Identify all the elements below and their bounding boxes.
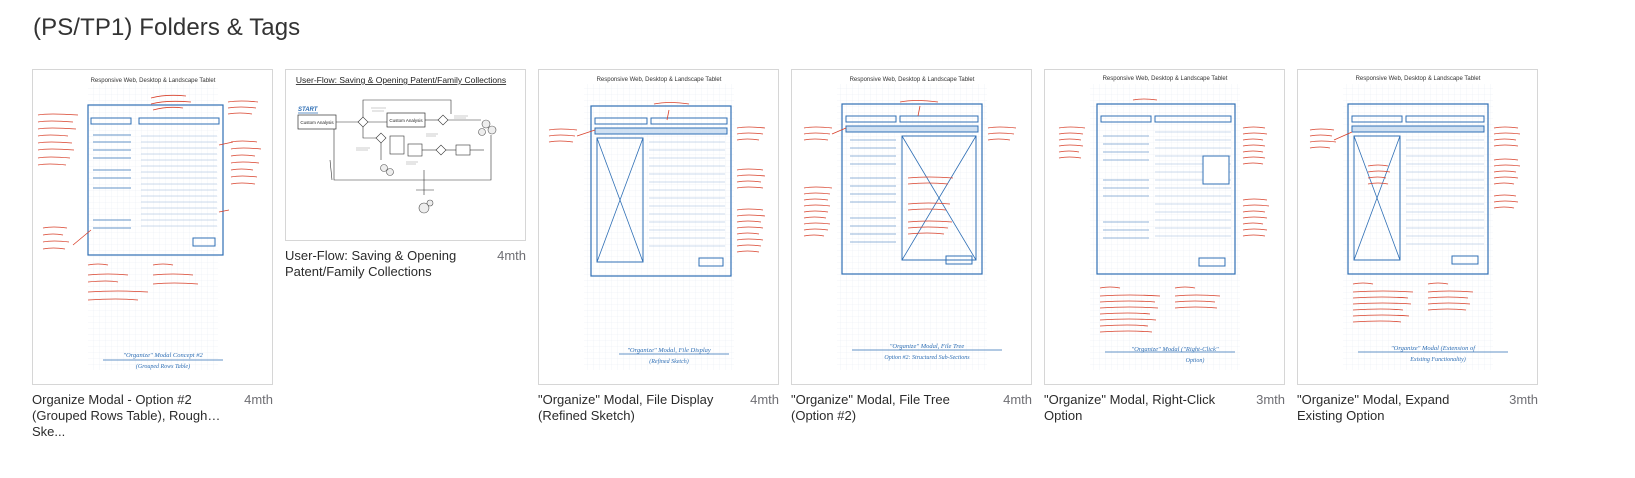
sheet-footer-note: "Organize" Modal Concept #2	[123, 352, 203, 359]
sheet-footer-note-2: Option #2: Structured Sub-Sections	[884, 355, 970, 361]
sheet-header: Responsive Web, Desktop & Landscape Tablet	[1355, 76, 1481, 82]
sketch-wireframe-image	[539, 70, 778, 384]
sheet-footer-note-2: Existing Functionality)	[1410, 357, 1466, 363]
card-title[interactable]: "Organize" Modal, File Tree (Option #2)	[791, 392, 950, 423]
sheet-footer-note: "Organize" Modal, File Tree	[889, 343, 965, 350]
card-thumbnail[interactable]	[538, 69, 779, 385]
card-title[interactable]: User-Flow: Saving & Opening Patent/Family Collections	[285, 248, 457, 279]
board-card-file-display[interactable]	[538, 69, 779, 424]
sheet-header: Responsive Web, Desktop & Landscape Tablet	[596, 77, 722, 83]
sheet-header: Responsive Web, Desktop & Landscape Tablet	[1102, 76, 1228, 82]
diagram-start-label: START	[298, 107, 318, 113]
board-card-expand-existing-option[interactable]	[1297, 69, 1538, 424]
card-title[interactable]: Organize Modal - Option #2 (Grouped Rows Table), Rough Ske...	[32, 392, 208, 439]
diagram-node-1: Custom Analysis	[300, 120, 334, 125]
board-card-user-flow[interactable]	[285, 69, 526, 280]
card-age: 3mth	[1509, 392, 1538, 407]
diagram-title: User-Flow: Saving & Opening Patent/Family Collections	[295, 75, 507, 85]
sheet-footer-note-2: (Refined Sketch)	[649, 359, 689, 365]
sheet-header: Responsive Web, Desktop & Landscape Tablet	[90, 78, 216, 84]
sketch-wireframe-image	[792, 70, 1031, 384]
sheet-footer-note: "Organize" Modal ("Right-Click"	[1131, 346, 1219, 353]
sketch-wireframe-image	[1045, 70, 1284, 384]
sheet-footer-note-2: (Grouped Rows Table)	[135, 364, 191, 370]
card-title[interactable]: "Organize" Modal, Expand Existing Option	[1297, 392, 1450, 423]
card-age: 3mth	[1256, 392, 1285, 407]
card-title[interactable]: "Organize" Modal, Right-Click Option	[1044, 392, 1216, 423]
card-title[interactable]: "Organize" Modal, File Display (Refined Sketch)	[538, 392, 714, 423]
card-thumbnail[interactable]	[791, 69, 1032, 385]
diagram-node-2: Custom Analysis	[389, 118, 423, 123]
user-flow-diagram-image	[286, 70, 525, 240]
card-age: 4mth	[750, 392, 779, 407]
card-age: 4mth	[1003, 392, 1032, 407]
sketch-wireframe-image	[33, 70, 272, 384]
sheet-footer-note-2: Option)	[1185, 358, 1205, 364]
card-thumbnail[interactable]	[1044, 69, 1285, 385]
card-thumbnail[interactable]	[285, 69, 526, 241]
board-card-organize-modal-option-2[interactable]	[32, 69, 273, 439]
card-age: 4mth	[497, 248, 526, 263]
sketch-wireframe-image	[1298, 70, 1537, 384]
card-thumbnail[interactable]	[32, 69, 273, 385]
card-thumbnail[interactable]	[1297, 69, 1538, 385]
board-card-right-click-option[interactable]	[1044, 69, 1285, 424]
page-title: (PS/TP1) Folders & Tags	[33, 14, 301, 41]
sheet-footer-note: "Organize" Modal (Extension of	[1390, 345, 1476, 352]
sheet-header: Responsive Web, Desktop & Landscape Tablet	[849, 77, 975, 83]
sheet-footer-note: "Organize" Modal, File Display	[627, 347, 711, 354]
board-card-file-tree[interactable]	[791, 69, 1032, 424]
card-age: 4mth	[244, 392, 273, 407]
